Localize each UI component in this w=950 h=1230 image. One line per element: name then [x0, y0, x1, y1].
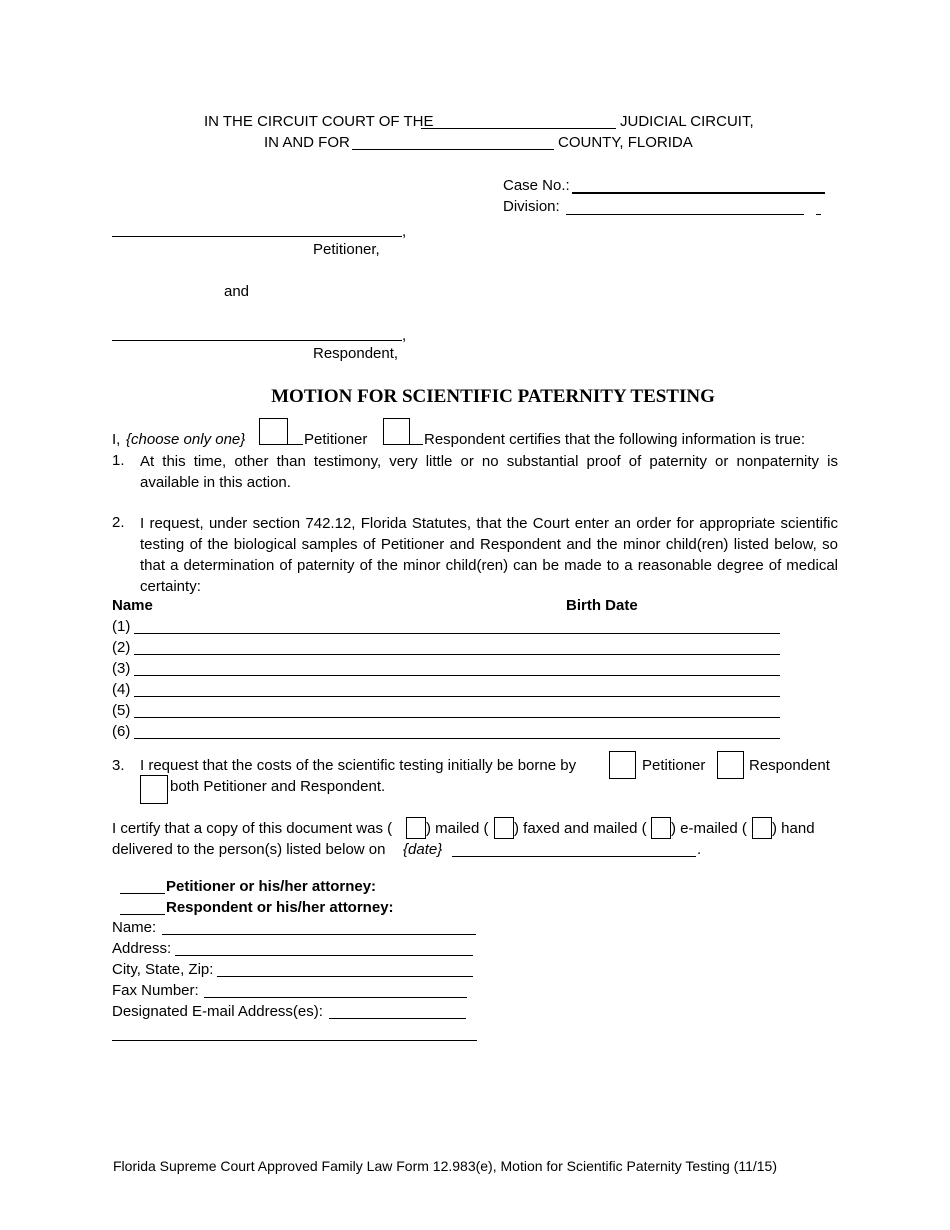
respondent-attorney-blank[interactable] [120, 914, 165, 915]
respondent-attorney-label: Respondent or his/her attorney: [166, 899, 394, 916]
item1-text: At this time, other than testimony, very little or no substantial proof of paternity or nonpaternity is available in this action. [140, 453, 838, 491]
child-field[interactable] [134, 675, 780, 676]
respondent-name-field[interactable] [112, 340, 402, 341]
date-label: {date} [403, 841, 443, 858]
petitioner-attorney-blank[interactable] [120, 893, 165, 894]
item3-number: 3. [112, 757, 125, 774]
date-field[interactable] [452, 856, 696, 857]
child-field[interactable] [134, 654, 780, 655]
item1-number: 1. [112, 452, 125, 469]
court-suffix: JUDICIAL CIRCUIT, [620, 113, 754, 130]
costs-respondent-checkbox[interactable] [717, 751, 744, 779]
child-field[interactable] [134, 633, 780, 634]
name-label: Name: [112, 919, 157, 936]
petitioner-comma: , [402, 223, 407, 240]
certify-respondent: Respondent certifies that the following information is true: [424, 431, 806, 448]
row-number: (2) [112, 639, 131, 656]
court-prefix: IN THE CIRCUIT COURT OF THE [204, 113, 434, 130]
division-label: Division: [503, 198, 560, 215]
costs-both-label: both Petitioner and Respondent. [170, 778, 386, 795]
respondent-label: Respondent, [313, 345, 399, 362]
recipient-city-field[interactable] [217, 976, 473, 977]
address-label: Address: [112, 940, 172, 957]
case-no-field[interactable] [572, 192, 825, 194]
county-blank[interactable] [352, 149, 554, 150]
mailed-checkbox[interactable] [406, 817, 426, 839]
row-number: (4) [112, 681, 131, 698]
division-field[interactable] [566, 214, 804, 215]
certify-prefix: I, [112, 431, 121, 448]
costs-petitioner-checkbox[interactable] [609, 751, 636, 779]
item2-number: 2. [112, 514, 125, 531]
child-field[interactable] [134, 717, 780, 718]
item2-text: I request, under section 742.12, Florida Statutes, that the Court enter an order for appropriate scientific testing of the biological samples of Petitioner and Respondent and the minor child(ren) listed below, so that a determination of paternity of the minor child(ren) can be made to a reasonable degree of medical certainty: [140, 515, 838, 595]
document-title: MOTION FOR SCIENTIFIC PATERNITY TESTING [271, 386, 715, 407]
row-number: (6) [112, 723, 131, 740]
county-suffix: COUNTY, FLORIDA [558, 134, 693, 151]
date-period: . [697, 841, 702, 858]
email-label: Designated E-mail Address(es): [112, 1003, 323, 1020]
recipient-name-field[interactable] [162, 934, 476, 935]
recipient-email-field-2[interactable] [112, 1040, 477, 1041]
recipient-email-field[interactable] [329, 1018, 466, 1019]
county-prefix: IN AND FOR [264, 134, 350, 151]
city-label: City, State, Zip: [112, 961, 214, 978]
delivered-label: delivered to the person(s) listed below on [112, 841, 386, 858]
row-number: (3) [112, 660, 131, 677]
hand-checkbox[interactable] [752, 817, 772, 839]
recipient-fax-field[interactable] [204, 997, 467, 998]
faxed-label: ) faxed and mailed ( [514, 820, 647, 837]
and-label: and [224, 283, 250, 300]
emailed-label: ) e-mailed ( [671, 820, 747, 837]
respondent-checkbox[interactable] [383, 418, 410, 445]
item3-text: I request that the costs of the scientific testing initially be borne by [140, 757, 577, 774]
row-number: (1) [112, 618, 131, 635]
faxed-checkbox[interactable] [494, 817, 514, 839]
costs-both-checkbox[interactable] [140, 775, 168, 804]
service-prefix: I certify that a copy of this document was ( [112, 820, 393, 837]
name-header: Name [112, 597, 153, 614]
hand-label: ) hand [772, 820, 815, 837]
petitioner-checkbox[interactable] [259, 418, 288, 445]
petitioner-label: Petitioner, [313, 241, 380, 258]
circuit-blank[interactable] [421, 128, 616, 129]
choose-only-one: {choose only one} [126, 431, 246, 448]
certify-petitioner: Petitioner [304, 431, 368, 448]
petitioner-attorney-label: Petitioner or his/her attorney: [166, 878, 377, 895]
case-no-label: Case No.: [503, 177, 570, 194]
blank [288, 444, 303, 445]
child-field[interactable] [134, 696, 780, 697]
row-number: (5) [112, 702, 131, 719]
fax-label: Fax Number: [112, 982, 199, 999]
form-footer: Florida Supreme Court Approved Family Law Form 12.983(e), Motion for Scientific Paternity Testing (11/15) [113, 1158, 777, 1174]
respondent-comma: , [402, 327, 407, 344]
child-field[interactable] [134, 738, 780, 739]
emailed-checkbox[interactable] [651, 817, 671, 839]
costs-petitioner-label: Petitioner [642, 757, 706, 774]
mailed-label: ) mailed ( [426, 820, 489, 837]
birth-date-header: Birth Date [566, 597, 638, 614]
recipient-address-field[interactable] [175, 955, 473, 956]
blank [410, 444, 423, 445]
costs-respondent-label: Respondent [749, 757, 830, 774]
petitioner-name-field[interactable] [112, 236, 402, 237]
division-field-end [816, 214, 821, 215]
